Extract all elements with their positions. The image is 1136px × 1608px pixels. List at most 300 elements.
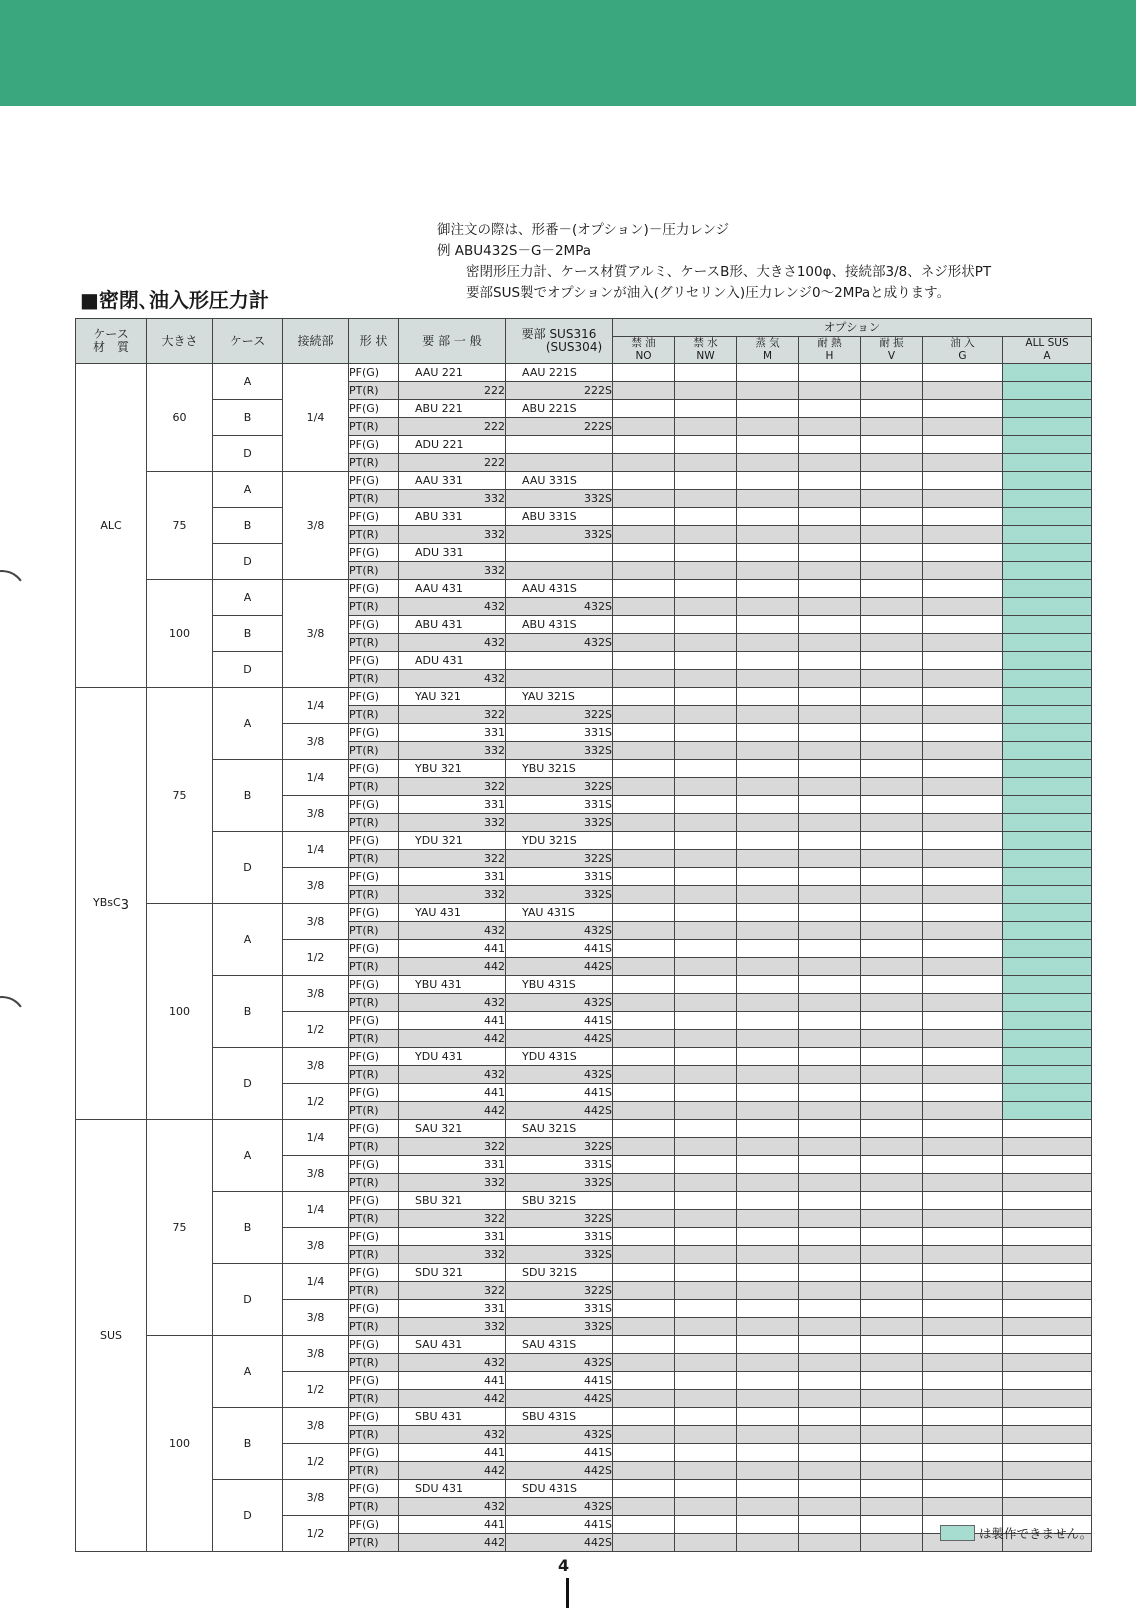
connection-cell: 3/8 — [283, 1300, 349, 1336]
option-cell-m — [737, 1012, 799, 1030]
shape-cell: PT(R) — [349, 1030, 399, 1048]
order-note-line: 密閉形圧力計、ケース材質アルミ、ケースB形、大きさ100φ、接続部3/8、ネジ形状PT — [466, 264, 992, 280]
option-cell-v — [861, 886, 923, 904]
model-general-cell: 432 — [399, 1354, 506, 1372]
model-sus-cell: AAU 331S — [506, 472, 613, 490]
option-cell-g — [923, 994, 1003, 1012]
option-cell-v — [861, 1156, 923, 1174]
option-cell-no — [613, 778, 675, 796]
option-cell-h — [799, 868, 861, 886]
case-cell: A — [213, 472, 283, 508]
header-option-nw: 禁 水 NW — [675, 337, 737, 364]
header-sus: 要部 SUS316 (SUS304) — [506, 319, 613, 364]
option-cell-a — [1003, 1498, 1092, 1516]
option-cell-no — [613, 832, 675, 850]
option-cell-no — [613, 1336, 675, 1354]
option-cell-a — [1003, 958, 1092, 976]
header-connection: 接続部 — [283, 319, 349, 364]
option-cell-h — [799, 1246, 861, 1264]
shape-cell: PF(G) — [349, 796, 399, 814]
option-cell-m — [737, 418, 799, 436]
option-cell-a — [1003, 490, 1092, 508]
option-cell-h — [799, 1534, 861, 1552]
model-sus-cell — [506, 562, 613, 580]
option-cell-a — [1003, 1426, 1092, 1444]
model-sus-cell: AAU 431S — [506, 580, 613, 598]
option-cell-nw — [675, 1300, 737, 1318]
option-cell-a — [1003, 724, 1092, 742]
option-cell-m — [737, 922, 799, 940]
shape-cell: PF(G) — [349, 976, 399, 994]
option-cell-nw — [675, 1120, 737, 1138]
option-cell-m — [737, 1102, 799, 1120]
option-cell-a — [1003, 1192, 1092, 1210]
option-cell-a — [1003, 778, 1092, 796]
option-cell-m — [737, 742, 799, 760]
option-cell-nw — [675, 472, 737, 490]
option-cell-no — [613, 724, 675, 742]
option-cell-g — [923, 1300, 1003, 1318]
option-cell-nw — [675, 1534, 737, 1552]
option-cell-g — [923, 688, 1003, 706]
option-cell-h — [799, 1444, 861, 1462]
model-general-cell: 432 — [399, 994, 506, 1012]
option-cell-h — [799, 1210, 861, 1228]
shape-cell: PF(G) — [349, 1480, 399, 1498]
option-cell-nw — [675, 1066, 737, 1084]
option-cell-nw — [675, 886, 737, 904]
option-cell-h — [799, 904, 861, 922]
option-cell-h — [799, 886, 861, 904]
option-cell-h — [799, 922, 861, 940]
page-number: 4 — [558, 1556, 570, 1575]
option-cell-no — [613, 976, 675, 994]
option-cell-v — [861, 400, 923, 418]
model-general-cell: 432 — [399, 922, 506, 940]
option-cell-v — [861, 850, 923, 868]
size-cell: 60 — [147, 364, 213, 472]
case-cell: A — [213, 1120, 283, 1192]
model-sus-cell — [506, 544, 613, 562]
model-sus-cell: 432S — [506, 1066, 613, 1084]
size-cell: 75 — [147, 1120, 213, 1336]
option-cell-v — [861, 1102, 923, 1120]
option-cell-v — [861, 382, 923, 400]
model-general-cell: ADU 331 — [399, 544, 506, 562]
option-cell-m — [737, 1318, 799, 1336]
option-cell-m — [737, 400, 799, 418]
shape-cell: PT(R) — [349, 1102, 399, 1120]
option-cell-a — [1003, 994, 1092, 1012]
option-cell-v — [861, 832, 923, 850]
model-sus-cell: 322S — [506, 1210, 613, 1228]
connection-cell: 3/8 — [283, 724, 349, 760]
option-cell-v — [861, 1498, 923, 1516]
option-cell-nw — [675, 562, 737, 580]
case-cell: B — [213, 760, 283, 832]
table-row — [76, 1336, 1092, 1354]
option-cell-a — [1003, 400, 1092, 418]
binder-hole — [0, 992, 30, 1048]
material-cell: SUS — [76, 1120, 147, 1552]
option-cell-h — [799, 652, 861, 670]
option-cell-v — [861, 1192, 923, 1210]
option-cell-m — [737, 1210, 799, 1228]
option-cell-g — [923, 886, 1003, 904]
shape-cell: PF(G) — [349, 832, 399, 850]
option-cell-h — [799, 778, 861, 796]
option-cell-nw — [675, 1030, 737, 1048]
case-cell: D — [213, 832, 283, 904]
option-cell-nw — [675, 976, 737, 994]
option-cell-h — [799, 1264, 861, 1282]
option-cell-a — [1003, 364, 1092, 382]
model-sus-cell: 442S — [506, 1030, 613, 1048]
model-sus-cell: 442S — [506, 1534, 613, 1552]
shape-cell: PF(G) — [349, 652, 399, 670]
option-cell-h — [799, 1012, 861, 1030]
option-cell-v — [861, 1228, 923, 1246]
option-cell-g — [923, 634, 1003, 652]
shape-cell: PT(R) — [349, 922, 399, 940]
option-cell-g — [923, 904, 1003, 922]
option-cell-h — [799, 1138, 861, 1156]
option-cell-nw — [675, 922, 737, 940]
model-general-cell: 331 — [399, 1300, 506, 1318]
option-cell-no — [613, 796, 675, 814]
model-general-cell: 432 — [399, 1426, 506, 1444]
option-cell-m — [737, 616, 799, 634]
model-sus-cell: 331S — [506, 1156, 613, 1174]
option-cell-m — [737, 1372, 799, 1390]
option-cell-v — [861, 940, 923, 958]
model-general-cell: 331 — [399, 1156, 506, 1174]
option-cell-h — [799, 634, 861, 652]
table-row — [76, 760, 1092, 778]
option-cell-g — [923, 526, 1003, 544]
table-row — [76, 904, 1092, 922]
option-cell-v — [861, 562, 923, 580]
option-cell-h — [799, 526, 861, 544]
option-cell-m — [737, 1066, 799, 1084]
option-cell-a — [1003, 760, 1092, 778]
table-row — [76, 1480, 1092, 1498]
option-cell-m — [737, 472, 799, 490]
shape-cell: PT(R) — [349, 778, 399, 796]
option-cell-g — [923, 562, 1003, 580]
size-cell: 100 — [147, 1336, 213, 1552]
model-sus-cell: 331S — [506, 724, 613, 742]
model-sus-cell: ABU 431S — [506, 616, 613, 634]
table-row — [76, 832, 1092, 850]
option-cell-a — [1003, 1444, 1092, 1462]
model-general-cell: 432 — [399, 598, 506, 616]
option-cell-a — [1003, 1012, 1092, 1030]
option-cell-v — [861, 1408, 923, 1426]
option-cell-a — [1003, 886, 1092, 904]
shape-cell: PF(G) — [349, 724, 399, 742]
option-cell-a — [1003, 1462, 1092, 1480]
option-cell-no — [613, 1210, 675, 1228]
option-cell-v — [861, 1048, 923, 1066]
option-cell-no — [613, 904, 675, 922]
option-cell-g — [923, 1480, 1003, 1498]
option-cell-h — [799, 364, 861, 382]
model-sus-cell: 442S — [506, 1462, 613, 1480]
shape-cell: PF(G) — [349, 472, 399, 490]
option-cell-v — [861, 1210, 923, 1228]
option-cell-no — [613, 472, 675, 490]
option-cell-h — [799, 472, 861, 490]
shape-cell: PT(R) — [349, 454, 399, 472]
option-cell-a — [1003, 454, 1092, 472]
model-sus-cell: 442S — [506, 1102, 613, 1120]
header-option-m: 蒸 気 M — [737, 337, 799, 364]
option-cell-nw — [675, 760, 737, 778]
option-cell-no — [613, 1354, 675, 1372]
option-cell-no — [613, 814, 675, 832]
shape-cell: PF(G) — [349, 1228, 399, 1246]
header-case: ケース — [213, 319, 283, 364]
binder-hole — [0, 566, 30, 622]
order-note-line: 御注文の際は、形番－(オプション)－圧力レンジ — [437, 222, 730, 238]
option-cell-nw — [675, 1318, 737, 1336]
option-cell-v — [861, 904, 923, 922]
option-cell-h — [799, 1372, 861, 1390]
option-cell-a — [1003, 832, 1092, 850]
option-cell-a — [1003, 1372, 1092, 1390]
option-cell-no — [613, 958, 675, 976]
option-cell-g — [923, 508, 1003, 526]
shape-cell: PT(R) — [349, 418, 399, 436]
option-cell-m — [737, 580, 799, 598]
header-material: ケース 材 質 — [76, 319, 147, 364]
table-row — [76, 436, 1092, 454]
shape-cell: PT(R) — [349, 1210, 399, 1228]
shape-cell: PF(G) — [349, 940, 399, 958]
option-cell-g — [923, 1228, 1003, 1246]
option-cell-g — [923, 1246, 1003, 1264]
model-general-cell: YDU 431 — [399, 1048, 506, 1066]
option-cell-m — [737, 1048, 799, 1066]
option-cell-nw — [675, 1390, 737, 1408]
option-cell-no — [613, 850, 675, 868]
option-cell-m — [737, 562, 799, 580]
option-cell-h — [799, 400, 861, 418]
option-cell-m — [737, 868, 799, 886]
option-cell-a — [1003, 742, 1092, 760]
shape-cell: PF(G) — [349, 1372, 399, 1390]
option-cell-g — [923, 418, 1003, 436]
option-cell-a — [1003, 922, 1092, 940]
option-cell-nw — [675, 1138, 737, 1156]
shape-cell: PF(G) — [349, 688, 399, 706]
option-cell-nw — [675, 418, 737, 436]
option-cell-h — [799, 1300, 861, 1318]
header-option-v: 耐 振 V — [861, 337, 923, 364]
model-sus-cell: 442S — [506, 958, 613, 976]
option-cell-a — [1003, 904, 1092, 922]
option-cell-g — [923, 436, 1003, 454]
shape-cell: PF(G) — [349, 616, 399, 634]
option-cell-g — [923, 724, 1003, 742]
model-sus-cell — [506, 454, 613, 472]
option-cell-nw — [675, 706, 737, 724]
option-cell-m — [737, 454, 799, 472]
option-cell-h — [799, 940, 861, 958]
table-row — [76, 1408, 1092, 1426]
option-cell-a — [1003, 706, 1092, 724]
option-cell-h — [799, 832, 861, 850]
option-cell-h — [799, 544, 861, 562]
header-band — [0, 0, 1136, 106]
connection-cell: 1/4 — [283, 1120, 349, 1156]
option-cell-g — [923, 1264, 1003, 1282]
option-cell-v — [861, 1174, 923, 1192]
legend — [940, 1524, 1092, 1542]
model-general-cell: SDU 321 — [399, 1264, 506, 1282]
option-cell-v — [861, 490, 923, 508]
option-cell-nw — [675, 796, 737, 814]
option-cell-v — [861, 508, 923, 526]
option-cell-h — [799, 796, 861, 814]
option-cell-m — [737, 850, 799, 868]
shape-cell: PF(G) — [349, 436, 399, 454]
case-cell: D — [213, 436, 283, 472]
table-row — [76, 976, 1092, 994]
option-cell-nw — [675, 742, 737, 760]
case-cell: D — [213, 1048, 283, 1120]
option-cell-h — [799, 706, 861, 724]
option-cell-h — [799, 1048, 861, 1066]
option-cell-g — [923, 598, 1003, 616]
header-option-a: ALL SUS A — [1003, 337, 1092, 364]
option-cell-a — [1003, 526, 1092, 544]
table-row — [76, 400, 1092, 418]
option-cell-a — [1003, 580, 1092, 598]
option-cell-v — [861, 670, 923, 688]
connection-cell: 1/2 — [283, 1084, 349, 1120]
option-cell-no — [613, 580, 675, 598]
option-cell-no — [613, 1282, 675, 1300]
option-cell-m — [737, 760, 799, 778]
model-sus-cell: 331S — [506, 1300, 613, 1318]
option-cell-h — [799, 724, 861, 742]
model-general-cell: 442 — [399, 1390, 506, 1408]
option-cell-no — [613, 688, 675, 706]
case-cell: A — [213, 580, 283, 616]
case-cell: B — [213, 400, 283, 436]
option-cell-g — [923, 976, 1003, 994]
connection-cell: 1/4 — [283, 832, 349, 868]
option-cell-nw — [675, 832, 737, 850]
shape-cell: PT(R) — [349, 1246, 399, 1264]
shape-cell: PT(R) — [349, 814, 399, 832]
option-cell-v — [861, 598, 923, 616]
size-cell: 75 — [147, 472, 213, 580]
model-general-cell: 332 — [399, 1246, 506, 1264]
option-cell-a — [1003, 796, 1092, 814]
model-sus-cell: 441S — [506, 940, 613, 958]
option-cell-v — [861, 1390, 923, 1408]
option-cell-nw — [675, 1498, 737, 1516]
model-general-cell: 331 — [399, 1228, 506, 1246]
option-cell-nw — [675, 904, 737, 922]
option-cell-v — [861, 454, 923, 472]
option-cell-h — [799, 1318, 861, 1336]
option-cell-a — [1003, 544, 1092, 562]
option-cell-a — [1003, 1156, 1092, 1174]
connection-cell: 3/8 — [283, 976, 349, 1012]
option-cell-nw — [675, 1426, 737, 1444]
model-general-cell: 332 — [399, 742, 506, 760]
option-cell-g — [923, 1030, 1003, 1048]
model-sus-cell: 322S — [506, 706, 613, 724]
option-cell-a — [1003, 1102, 1092, 1120]
model-general-cell: ABU 221 — [399, 400, 506, 418]
case-cell: A — [213, 904, 283, 976]
option-cell-g — [923, 1156, 1003, 1174]
option-cell-h — [799, 382, 861, 400]
connection-cell: 3/8 — [283, 1156, 349, 1192]
option-cell-m — [737, 1390, 799, 1408]
model-general-cell: 441 — [399, 1084, 506, 1102]
material-cell: YBsC3 — [76, 688, 147, 1120]
model-general-cell: 442 — [399, 958, 506, 976]
option-cell-a — [1003, 1390, 1092, 1408]
option-cell-h — [799, 598, 861, 616]
option-cell-m — [737, 1516, 799, 1534]
option-cell-v — [861, 778, 923, 796]
option-cell-nw — [675, 850, 737, 868]
model-general-cell: AAU 221 — [399, 364, 506, 382]
shape-cell: PF(G) — [349, 1516, 399, 1534]
option-cell-g — [923, 1408, 1003, 1426]
option-cell-h — [799, 616, 861, 634]
shape-cell: PT(R) — [349, 994, 399, 1012]
option-cell-h — [799, 1282, 861, 1300]
option-cell-no — [613, 418, 675, 436]
connection-cell: 3/8 — [283, 472, 349, 580]
option-cell-a — [1003, 382, 1092, 400]
option-cell-a — [1003, 1336, 1092, 1354]
shape-cell: PT(R) — [349, 1426, 399, 1444]
shape-cell: PT(R) — [349, 1462, 399, 1480]
option-cell-nw — [675, 1192, 737, 1210]
model-general-cell: 332 — [399, 490, 506, 508]
model-sus-cell: 442S — [506, 1390, 613, 1408]
option-cell-a — [1003, 1138, 1092, 1156]
option-cell-a — [1003, 1246, 1092, 1264]
option-cell-a — [1003, 1210, 1092, 1228]
option-cell-no — [613, 400, 675, 418]
option-cell-nw — [675, 436, 737, 454]
option-cell-g — [923, 1498, 1003, 1516]
option-cell-v — [861, 1480, 923, 1498]
model-sus-cell: 322S — [506, 778, 613, 796]
option-cell-v — [861, 1084, 923, 1102]
shape-cell: PF(G) — [349, 868, 399, 886]
model-general-cell: 331 — [399, 796, 506, 814]
option-cell-m — [737, 652, 799, 670]
case-cell: B — [213, 1192, 283, 1264]
model-general-cell: 432 — [399, 1066, 506, 1084]
model-general-cell: 442 — [399, 1102, 506, 1120]
model-general-cell: SBU 321 — [399, 1192, 506, 1210]
shape-cell: PF(G) — [349, 1120, 399, 1138]
shape-cell: PF(G) — [349, 364, 399, 382]
model-sus-cell: 332S — [506, 742, 613, 760]
